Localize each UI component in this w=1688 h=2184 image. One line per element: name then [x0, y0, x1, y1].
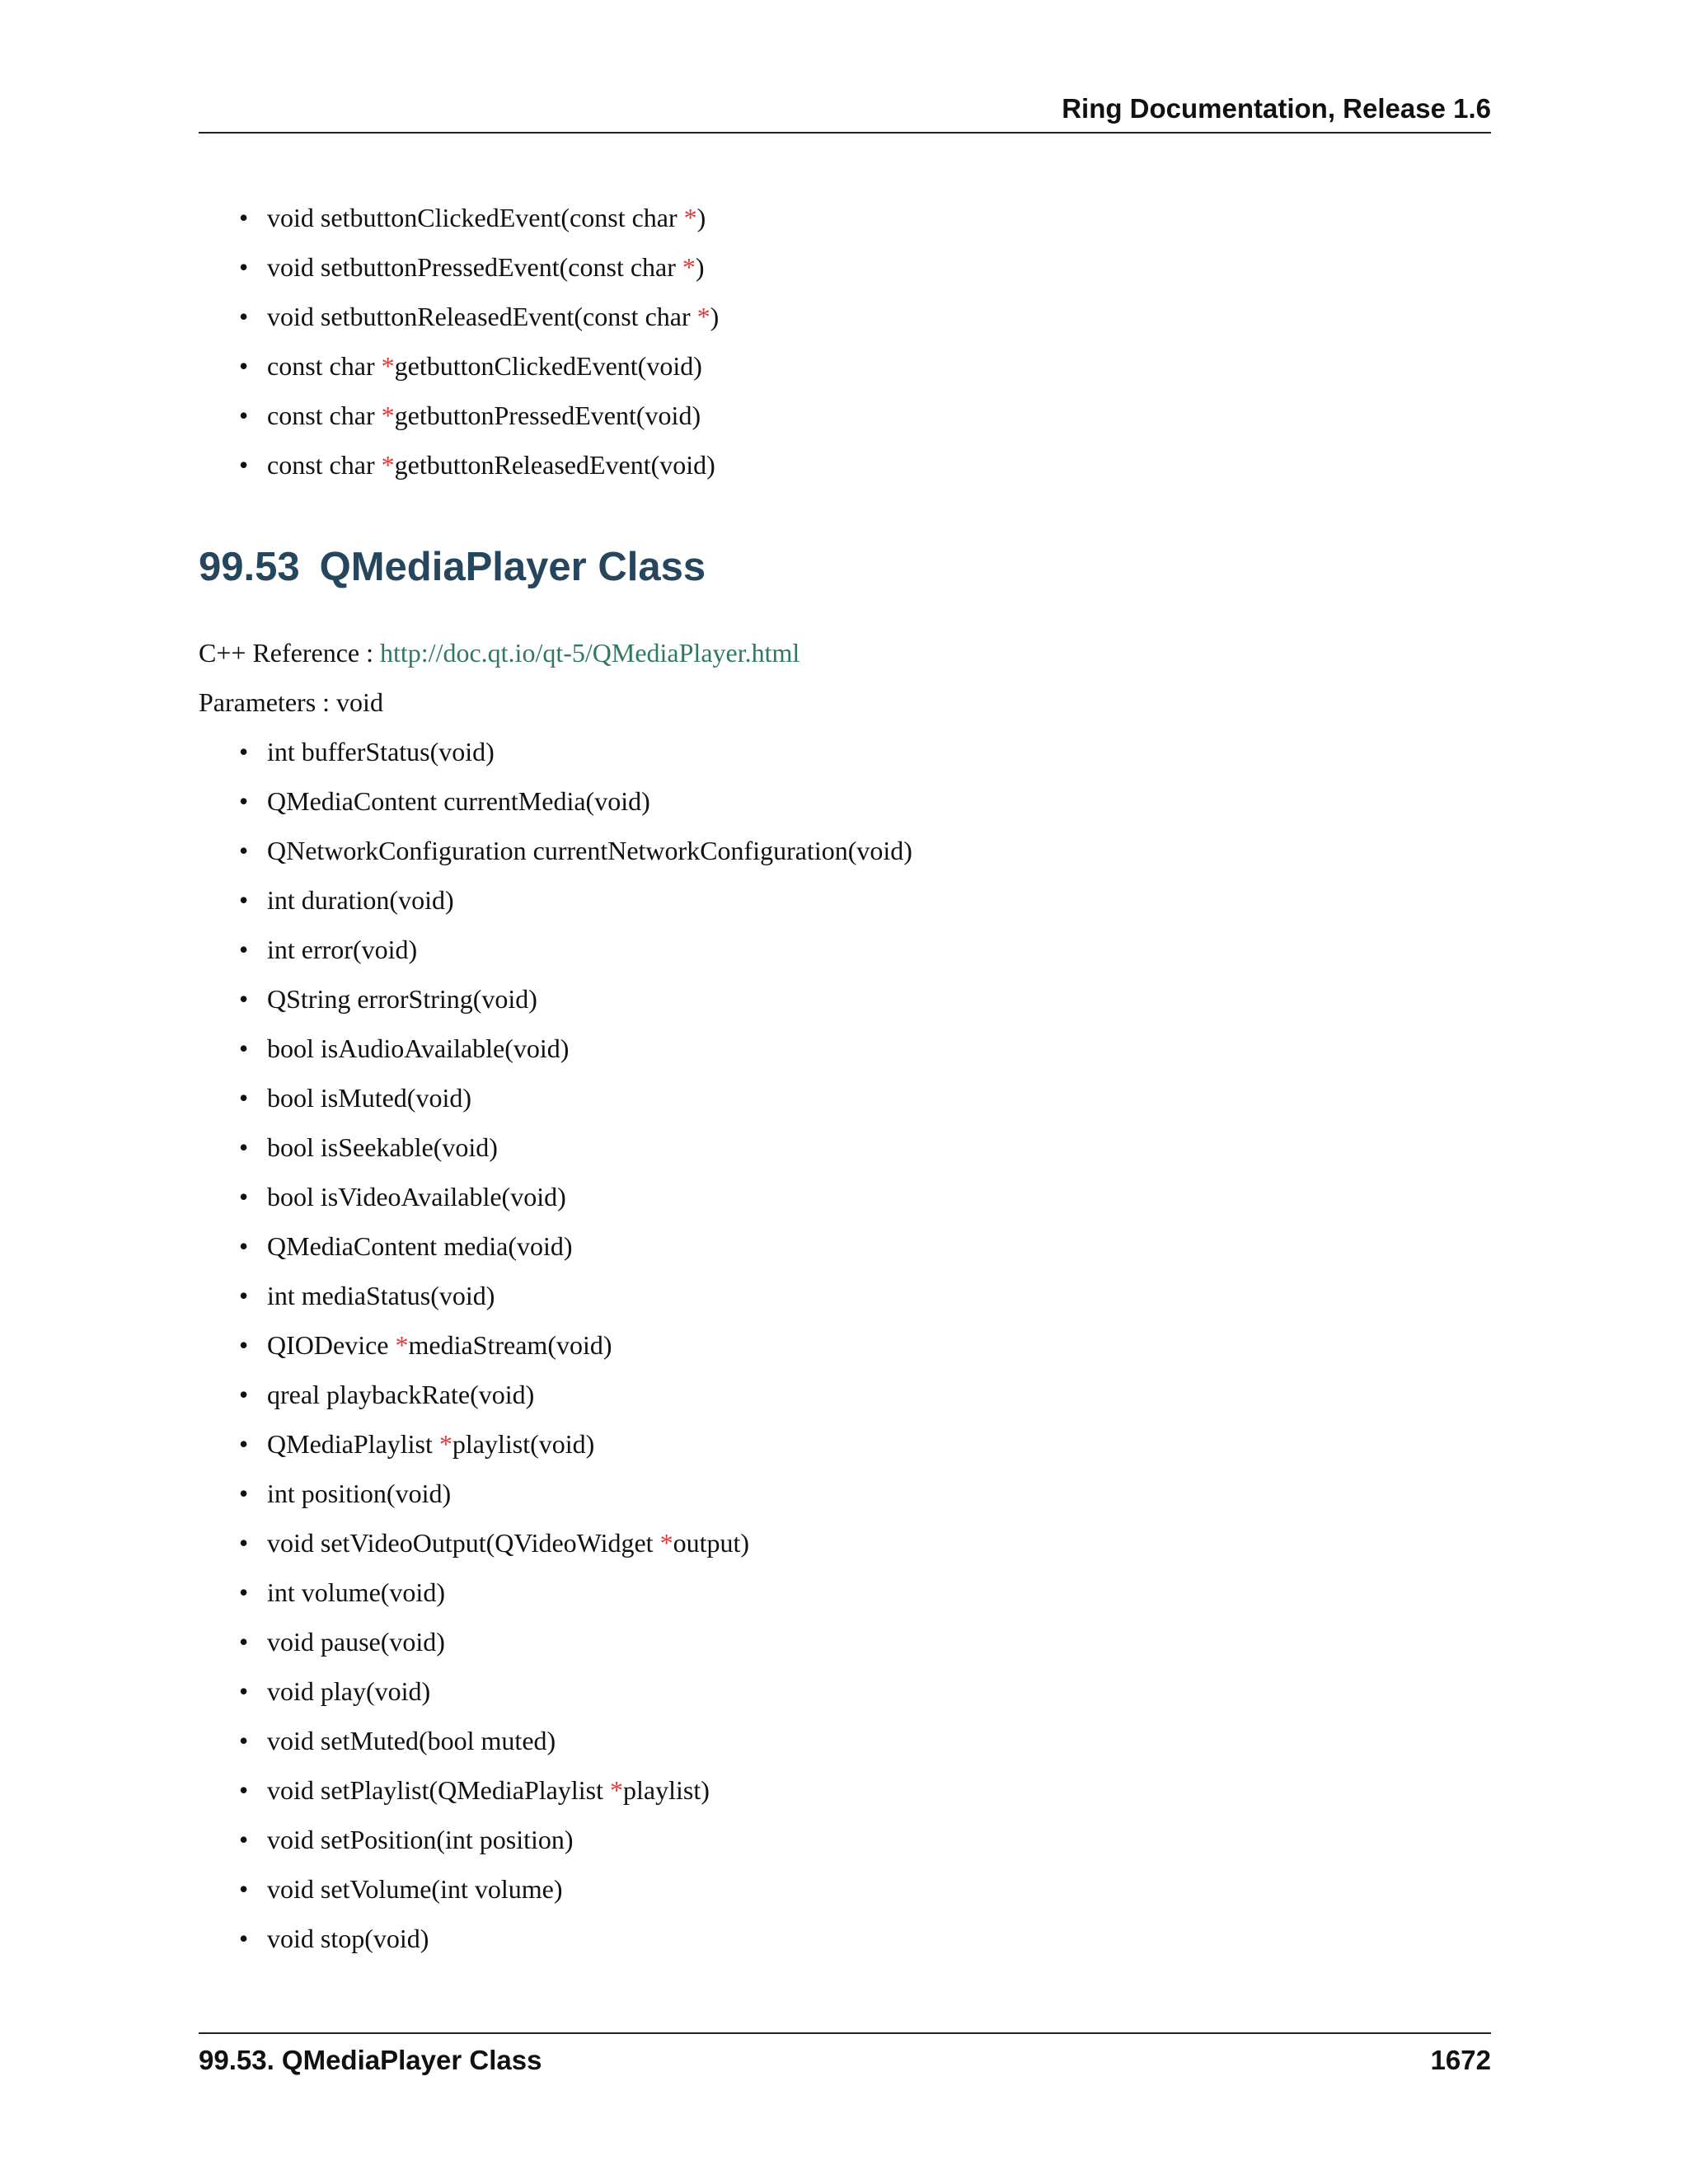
- item-text: QString errorString(void): [267, 984, 537, 1014]
- section-heading: [199, 542, 706, 592]
- bullet-icon: •: [239, 252, 249, 282]
- list-item: [239, 251, 719, 300]
- list-item: [239, 1081, 912, 1131]
- item-text: int volume(void): [267, 1577, 445, 1607]
- bullet-icon: •: [239, 1676, 249, 1706]
- pointer-star: *: [381, 450, 395, 480]
- bullet-icon: •: [239, 1479, 249, 1508]
- list-item: [239, 1329, 912, 1378]
- bullet-icon: •: [239, 1380, 249, 1409]
- document-title: Ring Documentation, Release 1.6: [1062, 93, 1491, 124]
- bullet-icon: •: [239, 401, 249, 430]
- item-text: void setbuttonReleasedEvent(const char: [267, 302, 697, 331]
- item-text: QMediaContent currentMedia(void): [267, 786, 650, 816]
- list-item: [239, 982, 912, 1032]
- list-item: [239, 1526, 912, 1576]
- item-text: void setPlaylist(QMediaPlaylist: [267, 1775, 610, 1805]
- parameters-line: Parameters : void: [199, 687, 383, 717]
- method-list-top: [239, 201, 719, 498]
- item-text: int position(void): [267, 1479, 452, 1508]
- item-text: QMediaPlaylist: [267, 1429, 439, 1459]
- pointer-star: *: [696, 302, 710, 331]
- list-item: [239, 1427, 912, 1477]
- item-text: QIODevice: [267, 1330, 396, 1360]
- list-item: [239, 448, 719, 498]
- list-item: [239, 1032, 912, 1081]
- list-item: [239, 933, 912, 982]
- list-item: [239, 1230, 912, 1279]
- list-item: [239, 1378, 912, 1427]
- bullet-icon: •: [239, 1726, 249, 1755]
- list-item: [239, 1131, 912, 1180]
- item-text: QNetworkConfiguration currentNetworkConfiguration(void): [267, 836, 912, 865]
- bullet-icon: •: [239, 1924, 249, 1953]
- list-item: [239, 1625, 912, 1675]
- item-text: bool isVideoAvailable(void): [267, 1182, 566, 1212]
- bullet-icon: •: [239, 1528, 249, 1558]
- reference-link[interactable]: http://doc.qt.io/qt-5/QMediaPlayer.html: [380, 638, 800, 668]
- list-item: [239, 883, 912, 933]
- reference-label: C++ Reference :: [199, 638, 380, 668]
- pointer-star: *: [609, 1775, 623, 1805]
- bullet-icon: •: [239, 203, 249, 232]
- item-text-after: output): [673, 1528, 749, 1558]
- item-text-after: ): [710, 302, 720, 331]
- item-text: int bufferStatus(void): [267, 737, 495, 766]
- bullet-icon: •: [239, 1825, 249, 1854]
- item-text: const char: [267, 401, 382, 430]
- bullet-icon: •: [239, 1231, 249, 1261]
- bullet-icon: •: [239, 1330, 249, 1360]
- item-text: void setbuttonPressedEvent(const char: [267, 252, 682, 282]
- bullet-icon: •: [239, 1577, 249, 1607]
- bullet-icon: •: [239, 737, 249, 766]
- item-text: qreal playbackRate(void): [267, 1380, 535, 1409]
- item-text: const char: [267, 351, 382, 381]
- page-header: [199, 92, 1491, 134]
- item-text: void setbuttonClickedEvent(const char: [267, 203, 684, 232]
- list-item: [239, 785, 912, 834]
- item-text: int mediaStatus(void): [267, 1281, 495, 1310]
- item-text-after: getbuttonReleasedEvent(void): [394, 450, 715, 480]
- bullet-icon: •: [239, 302, 249, 331]
- list-item: [239, 1872, 912, 1922]
- item-text: int duration(void): [267, 885, 454, 915]
- cpp-reference-line: [199, 636, 799, 669]
- page-number: 1672: [1430, 2045, 1491, 2075]
- section-title: QMediaPlayer Class: [319, 545, 706, 589]
- item-text: int error(void): [267, 935, 418, 964]
- item-text: void play(void): [267, 1676, 431, 1706]
- list-item: [239, 1180, 912, 1230]
- list-item: [239, 399, 719, 448]
- pointer-star: *: [395, 1330, 409, 1360]
- page-footer: [199, 2032, 1491, 2083]
- item-text: void setVolume(int volume): [267, 1874, 563, 1904]
- bullet-icon: •: [239, 1627, 249, 1657]
- pointer-star: *: [683, 203, 697, 232]
- item-text: void setPosition(int position): [267, 1825, 574, 1854]
- item-text: bool isMuted(void): [267, 1083, 471, 1113]
- item-text-after: mediaStream(void): [408, 1330, 612, 1360]
- item-text: bool isAudioAvailable(void): [267, 1033, 570, 1063]
- bullet-icon: •: [239, 1775, 249, 1805]
- bullet-icon: •: [239, 1429, 249, 1459]
- list-item: [239, 1675, 912, 1724]
- section-number: 99.53: [199, 545, 300, 589]
- method-list-qmediaplayer: [239, 735, 912, 1971]
- pointer-star: *: [381, 401, 395, 430]
- item-text: void pause(void): [267, 1627, 445, 1657]
- item-text: void stop(void): [267, 1924, 429, 1953]
- item-text: QMediaContent media(void): [267, 1231, 573, 1261]
- list-item: [239, 735, 912, 785]
- pointer-star: *: [659, 1528, 673, 1558]
- list-item: [239, 1823, 912, 1872]
- item-text-after: getbuttonClickedEvent(void): [394, 351, 702, 381]
- list-item: [239, 1724, 912, 1774]
- item-text-after: ): [695, 252, 705, 282]
- bullet-icon: •: [239, 935, 249, 964]
- list-item: [239, 201, 719, 251]
- bullet-icon: •: [239, 450, 249, 480]
- list-item: [239, 1279, 912, 1329]
- item-text-after: getbuttonPressedEvent(void): [394, 401, 701, 430]
- bullet-icon: •: [239, 1033, 249, 1063]
- bullet-icon: •: [239, 351, 249, 381]
- list-item: [239, 1477, 912, 1526]
- item-text: void setVideoOutput(QVideoWidget: [267, 1528, 660, 1558]
- bullet-icon: •: [239, 1182, 249, 1212]
- pointer-star: *: [682, 252, 696, 282]
- bullet-icon: •: [239, 786, 249, 816]
- list-item: [239, 834, 912, 883]
- bullet-icon: •: [239, 836, 249, 865]
- item-text-after: playlist(void): [452, 1429, 595, 1459]
- pointer-star: *: [438, 1429, 452, 1459]
- item-text: void setMuted(bool muted): [267, 1726, 556, 1755]
- bullet-icon: •: [239, 1281, 249, 1310]
- item-text-after: ): [696, 203, 706, 232]
- bullet-icon: •: [239, 1874, 249, 1904]
- list-item: [239, 1922, 912, 1971]
- bullet-icon: •: [239, 1132, 249, 1162]
- bullet-icon: •: [239, 1083, 249, 1113]
- item-text-after: playlist): [622, 1775, 710, 1805]
- bullet-icon: •: [239, 984, 249, 1014]
- footer-section-label: 99.53. QMediaPlayer Class: [199, 2045, 542, 2075]
- list-item: [239, 300, 719, 349]
- item-text: const char: [267, 450, 382, 480]
- list-item: [239, 349, 719, 399]
- pointer-star: *: [381, 351, 395, 381]
- bullet-icon: •: [239, 885, 249, 915]
- list-item: [239, 1576, 912, 1625]
- list-item: [239, 1774, 912, 1823]
- item-text: bool isSeekable(void): [267, 1132, 498, 1162]
